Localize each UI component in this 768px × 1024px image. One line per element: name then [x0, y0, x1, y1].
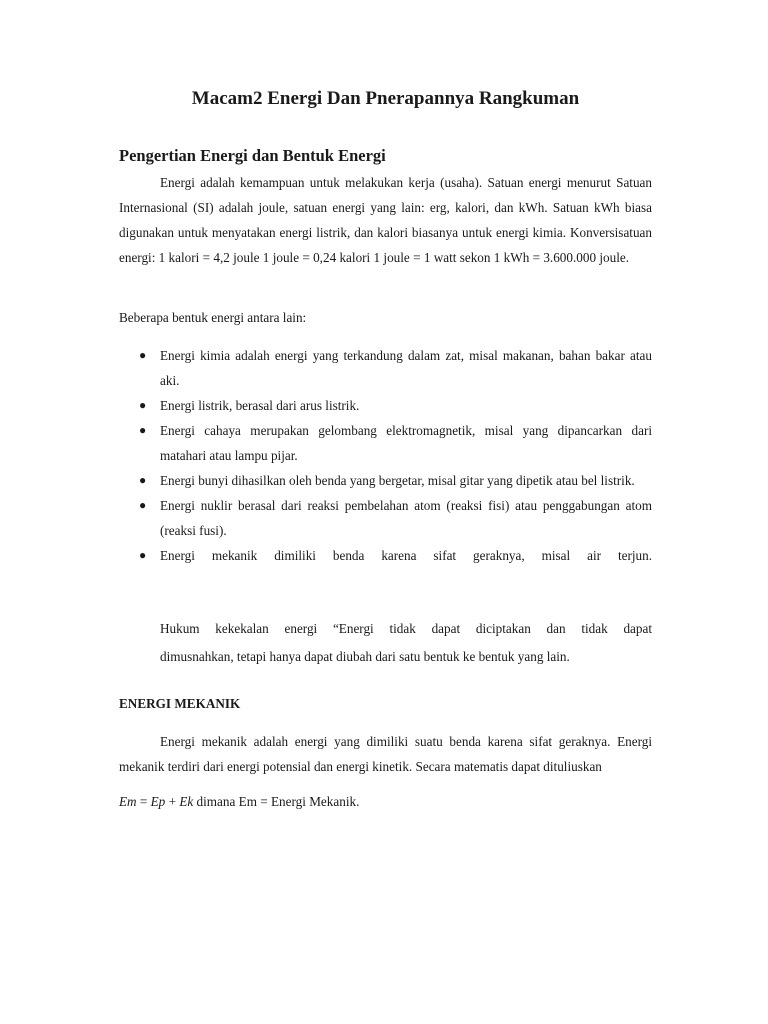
bullet-icon: ●	[139, 498, 147, 512]
energy-definition-paragraph: Energi adalah kemampuan untuk melakukan kerja (usaha). Satuan energi menurut Satuan Internasional (SI) adalah joule, satuan energi yang lain: erg, kalori, dan kWh. Satuan kWh biasa digunakan untuk menyatakan energi listrik, dan kalori biasanya untuk energi kimia. Konversisatuan energi: 1 kalori = 4,2 joule 1 joule = 0,24 kalori 1 joule = 1 watt sekon 1 kWh = 3.600.000 joule.	[119, 175, 652, 265]
list-item	[119, 543, 652, 568]
section-heading-mechanical-energy: ENERGI MEKANIK	[119, 696, 241, 711]
list-item-text: Energi kimia adalah energi yang terkandung dalam zat, misal makanan, bahan bakar atau aki.	[160, 348, 652, 388]
bullet-icon: ●	[139, 398, 147, 412]
bullet-icon: ●	[139, 423, 147, 437]
section-heading-energy: Pengertian Energi dan Bentuk Energi	[119, 146, 386, 165]
mechanical-energy-formula	[119, 789, 359, 814]
list-item	[119, 418, 652, 468]
list-item-text: Energi bunyi dihasilkan oleh benda yang bergetar, misal gitar yang dipetik atau bel listrik.	[160, 473, 635, 488]
formula-ep: Ep	[150, 794, 166, 809]
energy-conservation-law	[160, 615, 652, 671]
formula-definition: dimana Em = Energi Mekanik.	[193, 794, 360, 809]
bullet-icon: ●	[139, 548, 147, 562]
bullet-icon: ●	[139, 473, 147, 487]
mechanical-energy-paragraph: Energi mekanik adalah energi yang dimiliki suatu benda karena sifat geraknya. Energi mekanik terdiri dari energi potensial dan energi kinetik. Secara matematis dapat dituliuskan	[119, 734, 652, 774]
list-item	[119, 393, 652, 418]
document-title: Macam2 Energi Dan Pnerapannya Rangkuman	[191, 88, 580, 109]
law-line-1: Hukum kekekalan energi “Energi tidak dapat diciptakan dan tidak dapat	[160, 621, 652, 636]
law-line-2: dimusnahkan, tetapi hanya dapat diubah dari satu bentuk ke bentuk yang lain.	[160, 649, 570, 664]
list-item-text: Energi mekanik dimiliki benda karena sifat geraknya, misal air terjun.	[160, 548, 652, 563]
energy-forms-intro: Beberapa bentuk energi antara lain:	[119, 310, 307, 325]
energy-forms-list	[119, 343, 652, 568]
list-item-text: Energi nuklir berasal dari reaksi pembelahan atom (reaksi fisi) atau penggabungan atom (reaksi fusi).	[160, 498, 652, 538]
list-item	[119, 493, 652, 543]
list-item-text: Energi listrik, berasal dari arus listrik.	[160, 398, 360, 413]
list-item-text: Energi cahaya merupakan gelombang elektromagnetik, misal yang dipancarkan dari matahari atau lampu pijar.	[160, 423, 652, 463]
formula-equals: =	[136, 794, 151, 809]
formula-em: Em	[119, 794, 137, 809]
list-item	[119, 468, 652, 493]
formula-plus: +	[165, 794, 180, 809]
bullet-icon: ●	[139, 348, 147, 362]
formula-ek: Ek	[179, 794, 194, 809]
list-item	[119, 343, 652, 393]
